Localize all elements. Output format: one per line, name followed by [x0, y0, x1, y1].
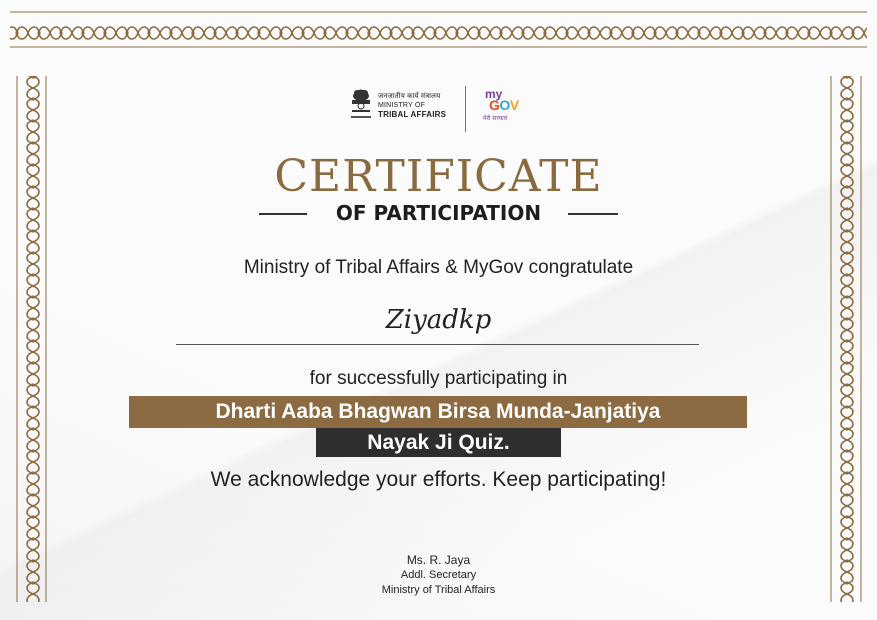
mygov-gov-text [489, 97, 519, 113]
acknowledgement-text: We acknowledge your efforts. Keep participating! [210, 468, 667, 491]
name-underline [176, 344, 699, 345]
recipient-name: Ziyadkp [385, 305, 492, 335]
ministry-line-2: TRIBAL AFFAIRS [378, 110, 447, 119]
certificate-subtitle: OF PARTICIPATION [335, 201, 542, 225]
mygov-letter-g: G [489, 97, 500, 113]
signatory-name: Ms. R. Jaya [406, 553, 471, 567]
mygov-letter-v: V [509, 97, 519, 113]
quiz-title-line-1: Dharti Aaba Bhagwan Birsa Munda-Janjatiya [129, 396, 747, 428]
ministry-line-1: MINISTRY OF [378, 102, 426, 109]
congratulate-text: Ministry of Tribal Affairs & MyGov congratulate [243, 257, 634, 278]
national-emblem-icon [348, 88, 374, 124]
header-logos [348, 86, 528, 134]
logo-divider [465, 86, 466, 132]
mygov-logo [481, 88, 529, 128]
signatory-designation: Addl. Secretary [400, 569, 477, 581]
certificate-title: CERTIFICATE [274, 151, 603, 202]
mygov-letter-o: O [499, 97, 510, 113]
subtitle-right-rule [568, 213, 618, 215]
ministry-wordmark [378, 92, 468, 119]
ministry-hindi-text: जनजातीय कार्य मंत्रालय [378, 93, 441, 100]
participation-text: for successfully participating in [309, 368, 568, 389]
mygov-tagline: मेरी सरकार [483, 116, 508, 122]
mygov-my-text: my [485, 87, 503, 101]
signatory-organization: Ministry of Tribal Affairs [381, 584, 496, 596]
quiz-title-line-2: Nayak Ji Quiz. [316, 428, 561, 457]
